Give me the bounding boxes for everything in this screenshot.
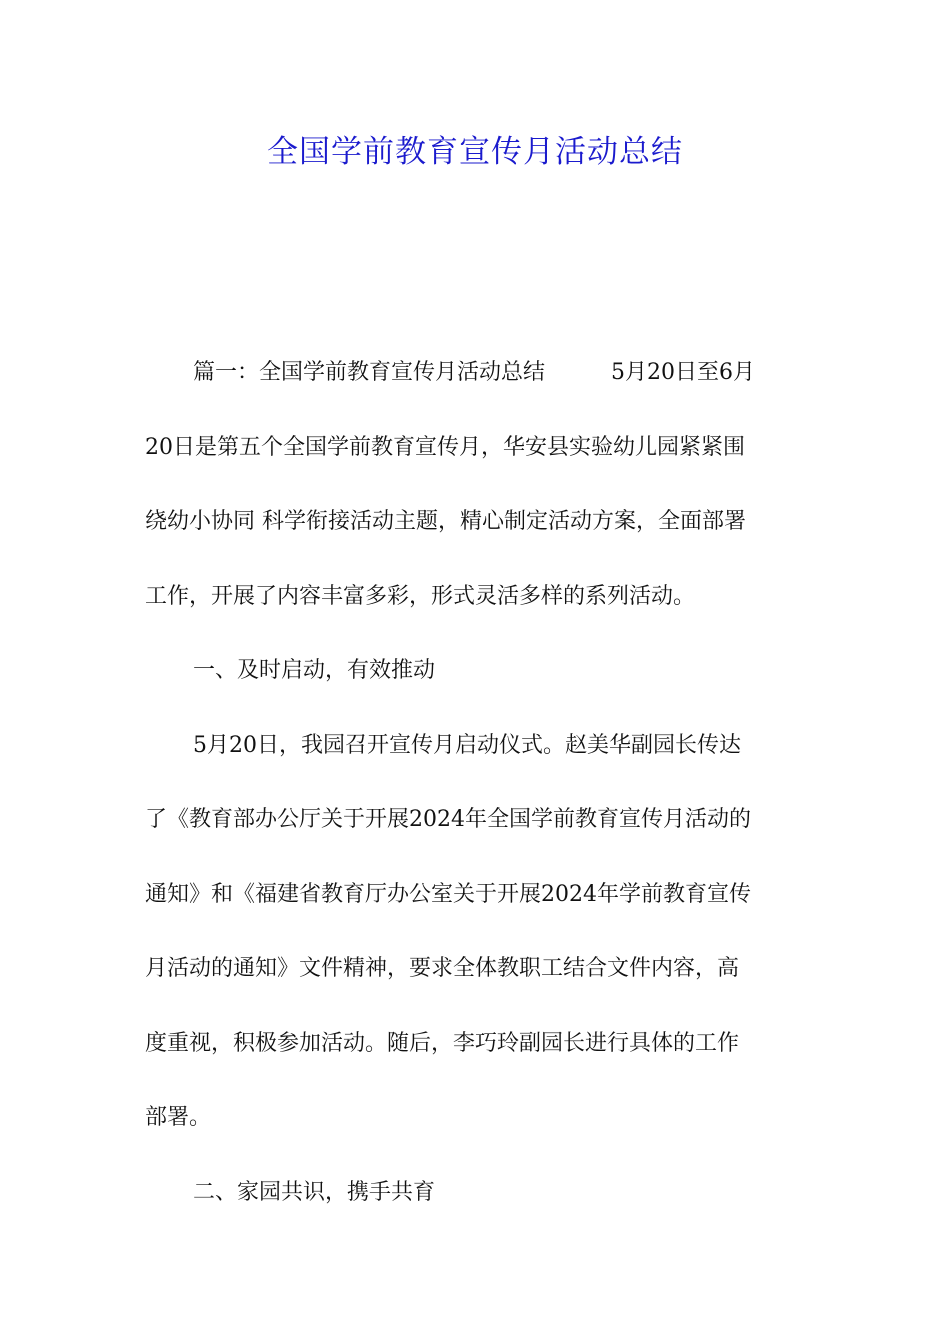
paragraph-line: 通知》和《福建省教育厅办公室关于开展2024年学前教育宣传 bbox=[145, 881, 751, 907]
paragraph-line: 度重视，积极参加活动。随后，李巧玲副园长进行具体的工作 bbox=[145, 1030, 740, 1056]
section-heading: 一、及时启动，有效推动 bbox=[193, 658, 436, 683]
paragraph-line: 20日是第五个全国学前教育宣传月，华安县实验幼儿园紧紧围 bbox=[145, 434, 745, 460]
paragraph-line: 月活动的通知》文件精神，要求全体教职工结合文件内容，高 bbox=[145, 956, 740, 981]
section-heading: 二、家园共识，携手共育 bbox=[193, 1179, 436, 1205]
paragraph-line: 了《教育部办公厅关于开展2024年全国学前教育宣传月活动的 bbox=[145, 807, 751, 832]
paragraph-line: 篇一：全国学前教育宣传月活动总结 5月20日至6月 bbox=[193, 360, 755, 385]
paragraph-line: 5月20日，我园召开宣传月启动仪式。赵美华副园长传达 bbox=[193, 732, 741, 758]
document-body bbox=[145, 336, 807, 1230]
paragraph-line: 绕幼小协同 科学衔接活动主题，精心制定活动方案，全面部署 bbox=[145, 509, 746, 534]
document-title: 全国学前教育宣传月活动总结 bbox=[267, 134, 683, 170]
paragraph-line: 部署。 bbox=[145, 1105, 212, 1130]
paragraph-line: 工作，开展了内容丰富多彩，形式灵活多样的系列活动。 bbox=[145, 583, 696, 609]
